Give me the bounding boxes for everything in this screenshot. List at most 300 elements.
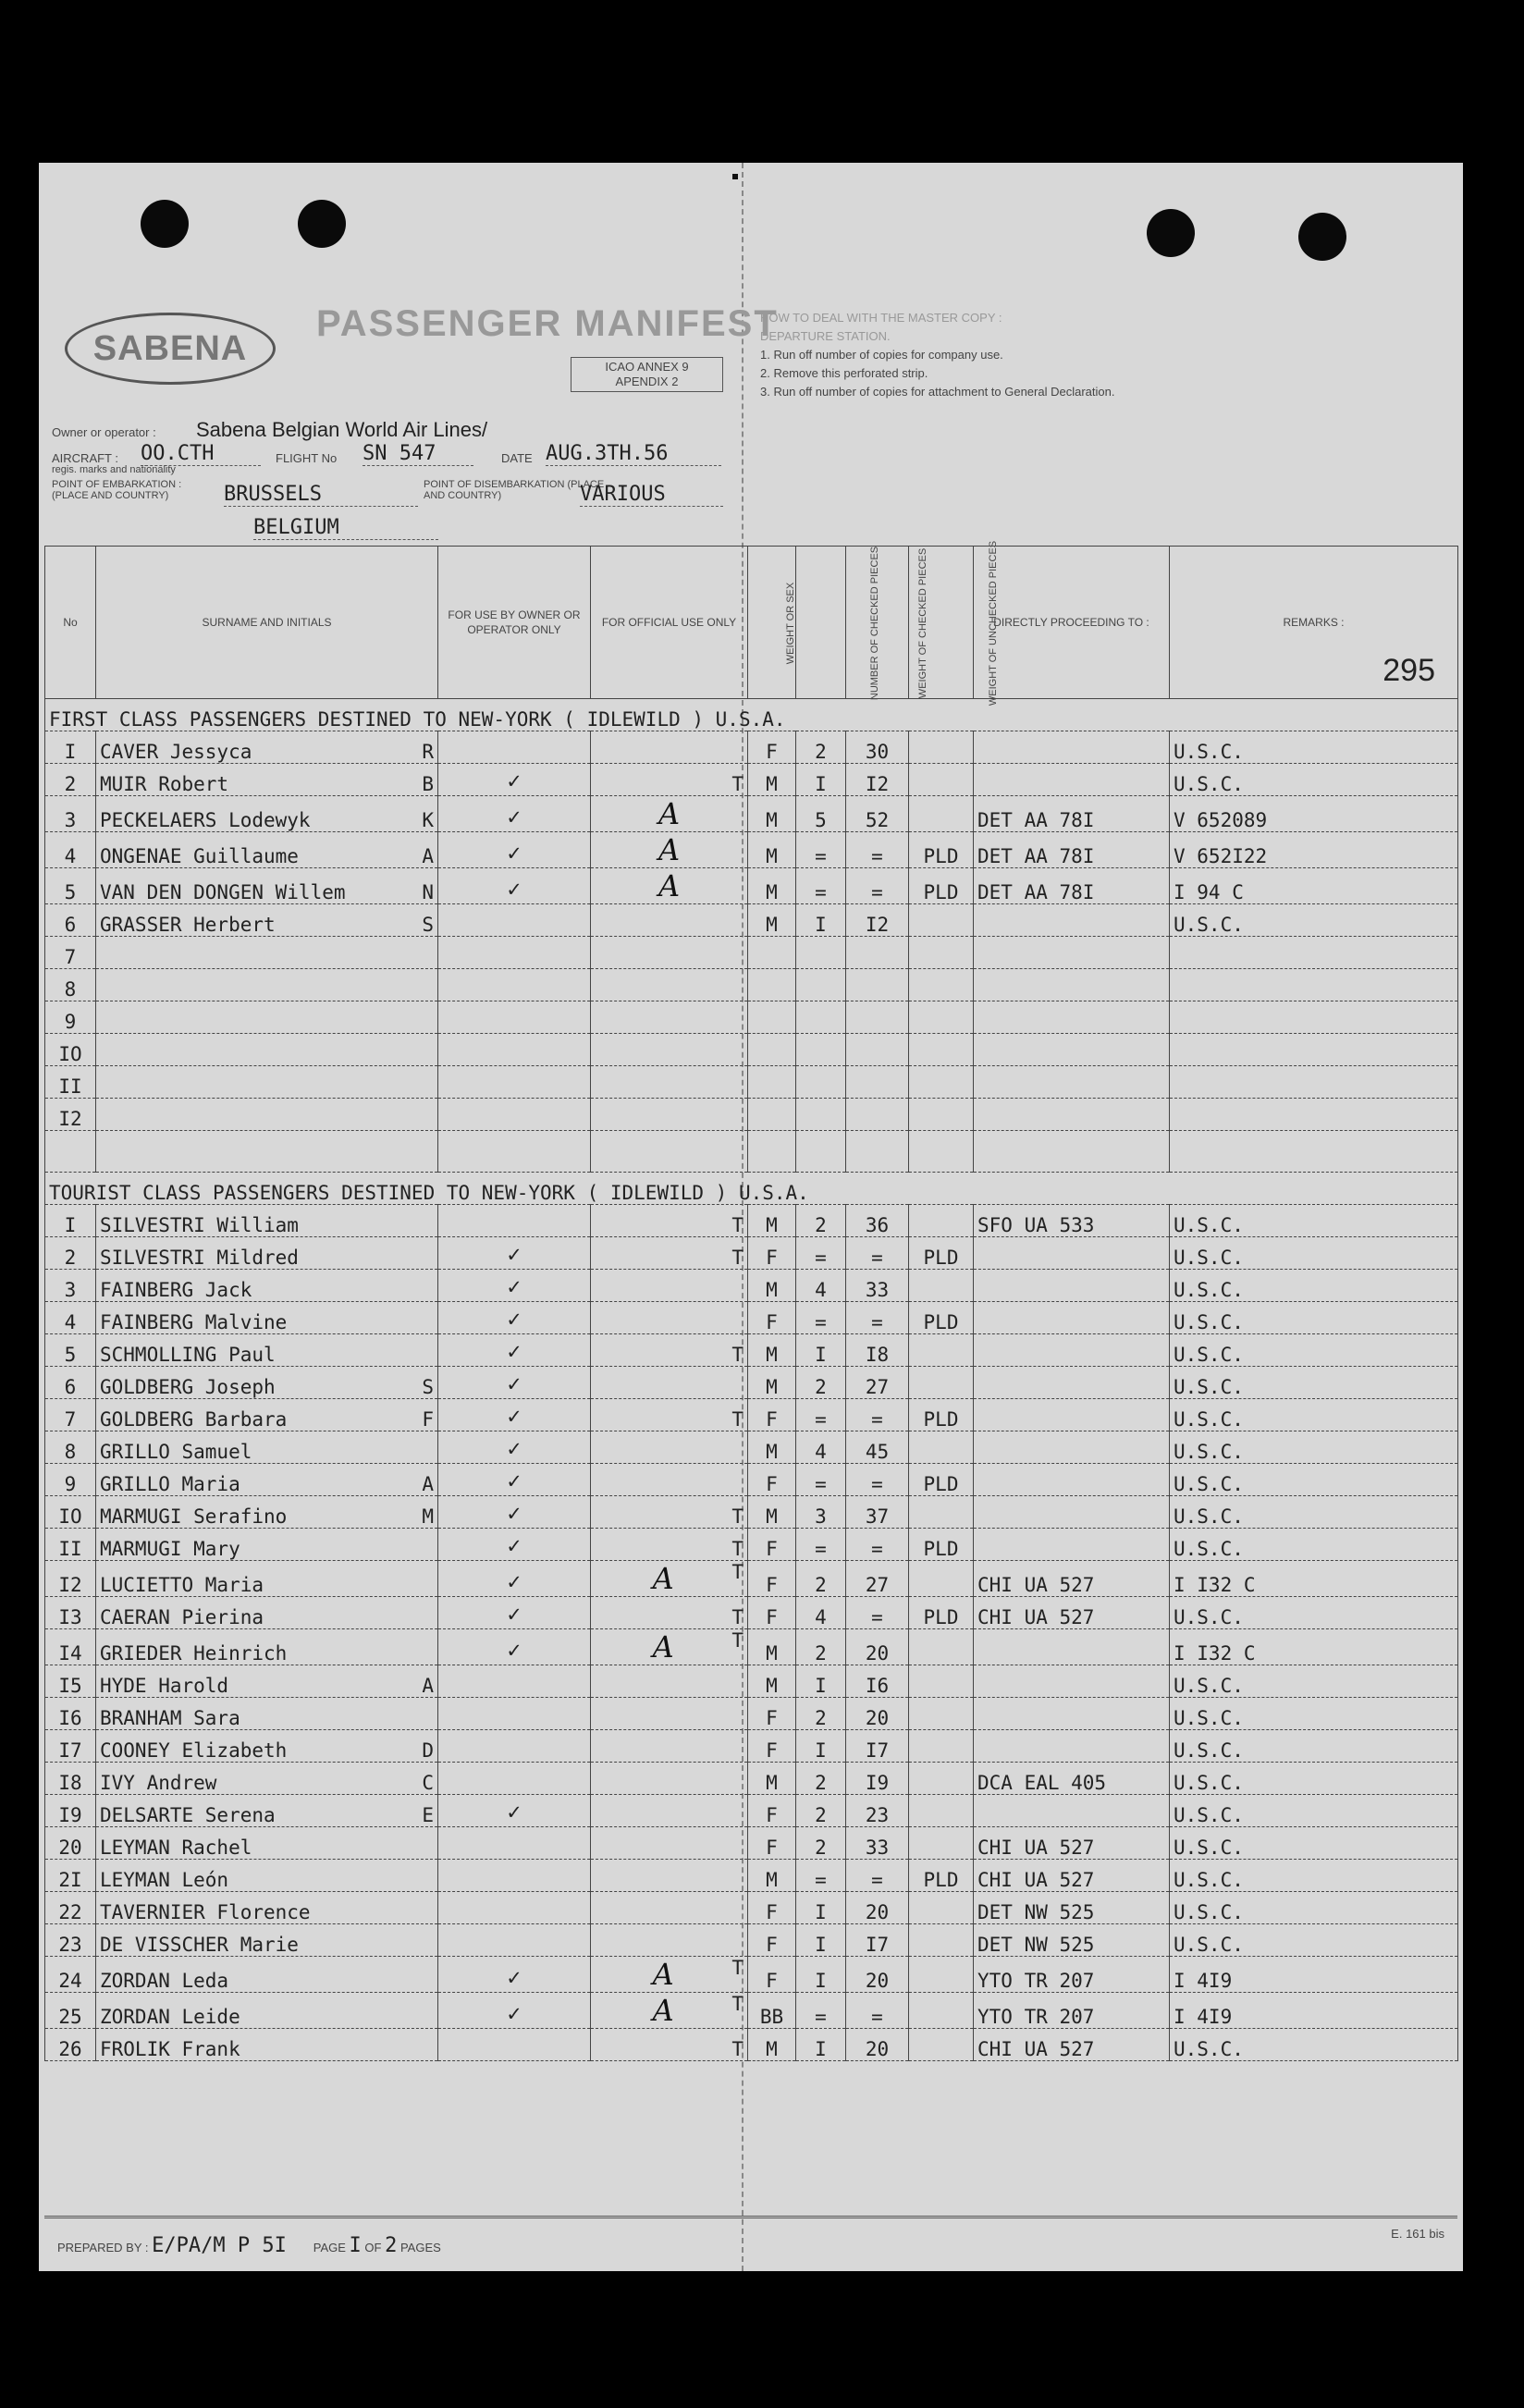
travel-mark: T [731, 1629, 744, 1652]
check-mark: ✓ [438, 832, 591, 868]
passenger-surname: GOLDBERG Barbara [100, 1408, 288, 1431]
passenger-name [96, 1730, 438, 1763]
passenger-row [45, 1529, 1458, 1561]
passenger-row [45, 1237, 1458, 1270]
unchecked-weight: PLD [909, 1860, 974, 1892]
check-mark: ✓ [438, 764, 591, 796]
unchecked-weight [909, 1367, 974, 1399]
check-mark [438, 904, 591, 937]
bag-weight: 45 [846, 1431, 909, 1464]
bag-weight: = [846, 1597, 909, 1629]
weight-sex: BB [748, 1993, 796, 2029]
passenger-name [96, 1399, 438, 1431]
weight-sex: M [748, 868, 796, 904]
passenger-name [96, 868, 438, 904]
check-mark: ✓ [438, 1399, 591, 1431]
bag-pieces: I [796, 764, 846, 796]
travel-mark: T [731, 1247, 744, 1269]
bag-weight: 37 [846, 1496, 909, 1529]
passenger-name [96, 937, 438, 969]
bag-pieces: 2 [796, 1629, 846, 1665]
check-mark: ✓ [438, 796, 591, 832]
bag-pieces: 2 [796, 1367, 846, 1399]
official-cell [591, 1993, 748, 2029]
passenger-row [45, 937, 1458, 969]
bag-weight: I2 [846, 904, 909, 937]
passenger-initial: A [422, 1473, 434, 1495]
unchecked-weight [909, 1629, 974, 1665]
remark: I I32 C [1170, 1561, 1458, 1597]
weight-sex [748, 1034, 796, 1066]
passenger-initial: D [422, 1739, 434, 1762]
connecting-flight [974, 1001, 1170, 1034]
remark: U.S.C. [1170, 2029, 1458, 2061]
passenger-initial: C [422, 1772, 434, 1794]
bag-pieces: = [796, 1993, 846, 2029]
official-cell [591, 1561, 748, 1597]
weight-sex [748, 1001, 796, 1034]
connecting-flight [974, 1698, 1170, 1730]
passenger-name [96, 1302, 438, 1334]
col-bag-number: NUMBER OF CHECKED PIECES [796, 547, 846, 699]
bag-pieces [796, 1066, 846, 1099]
weight-sex: M [748, 1496, 796, 1529]
row-number: 9 [45, 1464, 96, 1496]
remark: I 4I9 [1170, 1993, 1458, 2029]
remark: V 652I22 [1170, 832, 1458, 868]
unchecked-weight [909, 1034, 974, 1066]
passenger-name [96, 1034, 438, 1066]
perforation-mark [732, 174, 738, 179]
instruction-item: 2. Remove this perforated strip. [760, 366, 928, 380]
official-cell [591, 1730, 748, 1763]
passenger-row [45, 969, 1458, 1001]
passenger-name [96, 764, 438, 796]
bag-weight: I7 [846, 1924, 909, 1957]
row-number: I2 [45, 1561, 96, 1597]
check-mark [438, 2029, 591, 2061]
weight-sex: F [748, 1597, 796, 1629]
remark [1170, 1066, 1458, 1099]
bag-pieces: 4 [796, 1270, 846, 1302]
unchecked-weight: PLD [909, 1464, 974, 1496]
connecting-flight [974, 1066, 1170, 1099]
passenger-name [96, 1993, 438, 2029]
row-number: 23 [45, 1924, 96, 1957]
connecting-flight [974, 1034, 1170, 1066]
bag-pieces: = [796, 1860, 846, 1892]
bag-pieces: = [796, 1302, 846, 1334]
check-mark [438, 1924, 591, 1957]
bag-weight: 30 [846, 731, 909, 764]
unchecked-weight [909, 904, 974, 937]
row-number: 2I [45, 1860, 96, 1892]
check-mark: ✓ [438, 1270, 591, 1302]
passenger-surname: GRASSER Herbert [100, 914, 276, 936]
weight-sex: M [748, 1334, 796, 1367]
row-number: 26 [45, 2029, 96, 2061]
section-heading: TOURIST CLASS PASSENGERS DESTINED TO NEW-YORK ( IDLEWILD ) U.S.A. [45, 1173, 1458, 1205]
weight-sex: F [748, 1529, 796, 1561]
weight-sex: M [748, 796, 796, 832]
check-mark [438, 1698, 591, 1730]
row-number: I3 [45, 1597, 96, 1629]
travel-mark: T [731, 773, 744, 795]
embarkation-label: POINT OF EMBARKATION : (PLACE AND COUNTRY) [52, 479, 182, 501]
bag-pieces: I [796, 1665, 846, 1698]
passenger-row [45, 1763, 1458, 1795]
passenger-surname: TAVERNIER Florence [100, 1901, 311, 1923]
unchecked-weight: PLD [909, 1399, 974, 1431]
row-number: 24 [45, 1957, 96, 1993]
connecting-flight: DET NW 525 [974, 1892, 1170, 1924]
passenger-row [45, 1730, 1458, 1763]
official-cell [591, 1237, 748, 1270]
passenger-initial: R [422, 741, 434, 763]
row-number: 9 [45, 1001, 96, 1034]
bag-pieces: I [796, 1924, 846, 1957]
instructions-subtitle: DEPARTURE STATION. [760, 329, 891, 343]
date-label: DATE [501, 451, 533, 465]
official-cell [591, 1334, 748, 1367]
passenger-surname: ZORDAN Leda [100, 1970, 229, 1992]
passenger-surname: LEYMAN León [100, 1869, 229, 1891]
official-cell [591, 1957, 748, 1993]
passenger-name [96, 1001, 438, 1034]
official-cell [591, 1464, 748, 1496]
official-cell [591, 1099, 748, 1131]
connecting-flight: CHI UA 527 [974, 2029, 1170, 2061]
passenger-name [96, 1924, 438, 1957]
remark [1170, 969, 1458, 1001]
row-number: II [45, 1066, 96, 1099]
passenger-initial: M [422, 1505, 434, 1528]
annex-line: APENDIX 2 [615, 375, 679, 388]
passenger-row [45, 1302, 1458, 1334]
remark: U.S.C. [1170, 1763, 1458, 1795]
weight-sex: M [748, 1431, 796, 1464]
remark: U.S.C. [1170, 731, 1458, 764]
official-mark: A [652, 1957, 674, 1992]
official-cell [591, 731, 748, 764]
remark: U.S.C. [1170, 1529, 1458, 1561]
passenger-name [96, 1099, 438, 1131]
instructions [760, 309, 1444, 401]
prepared-label: PREPARED BY : [57, 2241, 149, 2254]
bag-pieces [796, 937, 846, 969]
passenger-surname: GRILLO Maria [100, 1473, 240, 1495]
row-number: 2 [45, 1237, 96, 1270]
passenger-name [96, 1464, 438, 1496]
bag-pieces: I [796, 904, 846, 937]
weight-sex: F [748, 731, 796, 764]
passenger-name [96, 1665, 438, 1698]
remark: V 652089 [1170, 796, 1458, 832]
passenger-initial: S [422, 1376, 434, 1398]
bag-pieces [796, 1099, 846, 1131]
passenger-surname: GRILLO Samuel [100, 1441, 252, 1463]
row-number: 4 [45, 1302, 96, 1334]
aircraft-label: AIRCRAFT : [52, 451, 118, 465]
check-mark [438, 1066, 591, 1099]
weight-sex: F [748, 1892, 796, 1924]
spacer-cell [45, 1131, 96, 1173]
check-mark [438, 937, 591, 969]
col-bag-unchecked: WEIGHT OF UNCHECKED PIECES [909, 547, 974, 699]
passenger-name [96, 1529, 438, 1561]
connecting-flight: DET NW 525 [974, 1924, 1170, 1957]
bag-weight: 20 [846, 1629, 909, 1665]
bag-pieces: I [796, 1730, 846, 1763]
passenger-row [45, 832, 1458, 868]
passenger-surname: VAN DEN DONGEN Willem [100, 881, 346, 903]
official-cell [591, 1827, 748, 1860]
weight-sex: F [748, 1464, 796, 1496]
bag-weight [846, 937, 909, 969]
passenger-row [45, 1698, 1458, 1730]
weight-sex: M [748, 1763, 796, 1795]
bag-pieces: = [796, 1399, 846, 1431]
connecting-flight: YTO TR 207 [974, 1957, 1170, 1993]
passenger-row [45, 1795, 1458, 1827]
remark: U.S.C. [1170, 1237, 1458, 1270]
passenger-name [96, 969, 438, 1001]
connecting-flight [974, 1795, 1170, 1827]
check-mark: ✓ [438, 1367, 591, 1399]
row-number: 7 [45, 937, 96, 969]
official-cell [591, 796, 748, 832]
passenger-row [45, 731, 1458, 764]
bag-pieces: 2 [796, 1763, 846, 1795]
remark: U.S.C. [1170, 1827, 1458, 1860]
check-mark: ✓ [438, 1496, 591, 1529]
passenger-name [96, 1367, 438, 1399]
passenger-row [45, 1066, 1458, 1099]
col-owner: FOR USE BY OWNER OR OPERATOR ONLY [438, 547, 591, 699]
passenger-table [44, 540, 1458, 2061]
bag-weight: I8 [846, 1334, 909, 1367]
check-mark: ✓ [438, 868, 591, 904]
connecting-flight [974, 904, 1170, 937]
bag-weight: I7 [846, 1730, 909, 1763]
bag-pieces: 2 [796, 1827, 846, 1860]
passenger-row [45, 1431, 1458, 1464]
passenger-row [45, 2029, 1458, 2061]
bag-pieces: 2 [796, 1561, 846, 1597]
footer [57, 2234, 441, 2257]
official-cell [591, 1529, 748, 1561]
passenger-name [96, 1431, 438, 1464]
official-cell [591, 764, 748, 796]
bag-weight: = [846, 1529, 909, 1561]
weight-sex [748, 937, 796, 969]
spacer-cell [974, 1131, 1170, 1173]
unchecked-weight [909, 1561, 974, 1597]
unchecked-weight [909, 764, 974, 796]
bag-pieces: I [796, 1334, 846, 1367]
connecting-flight: YTO TR 207 [974, 1993, 1170, 2029]
bag-pieces: 4 [796, 1597, 846, 1629]
remark [1170, 1099, 1458, 1131]
weight-sex [748, 1066, 796, 1099]
passenger-name [96, 1237, 438, 1270]
official-cell [591, 1399, 748, 1431]
official-cell [591, 1496, 748, 1529]
col-remarks: REMARKS : [1170, 547, 1458, 699]
official-mark: A [658, 832, 681, 867]
check-mark: ✓ [438, 1431, 591, 1464]
passenger-name [96, 1561, 438, 1597]
row-number: 3 [45, 796, 96, 832]
row-number: 4 [45, 832, 96, 868]
bag-weight: I9 [846, 1763, 909, 1795]
annex-line: ICAO ANNEX 9 [605, 360, 689, 374]
connecting-flight [974, 1399, 1170, 1431]
official-cell [591, 1270, 748, 1302]
row-number: I4 [45, 1629, 96, 1665]
passenger-surname: PECKELAERS Lodewyk [100, 809, 311, 831]
unchecked-weight [909, 1763, 974, 1795]
check-mark: ✓ [438, 1561, 591, 1597]
row-number: 8 [45, 1431, 96, 1464]
passenger-row [45, 1827, 1458, 1860]
disembarkation-label: POINT OF DISEMBARKATION (PLACE AND COUNTRY) [424, 479, 605, 501]
connecting-flight [974, 731, 1170, 764]
instruction-item: 1. Run off number of copies for company use. [760, 348, 1003, 362]
travel-mark: T [731, 1214, 744, 1236]
weight-sex: F [748, 1698, 796, 1730]
passenger-initial: K [422, 809, 434, 831]
bag-weight: = [846, 1860, 909, 1892]
weight-sex [748, 969, 796, 1001]
remark: U.S.C. [1170, 1924, 1458, 1957]
col-no: No [45, 547, 96, 699]
official-cell [591, 1860, 748, 1892]
passenger-name [96, 1860, 438, 1892]
passenger-name [96, 1629, 438, 1665]
col-official: FOR OFFICIAL USE ONLY [591, 547, 748, 699]
check-mark [438, 1034, 591, 1066]
of-value: 2 [385, 2234, 398, 2257]
col-name: SURNAME AND INITIALS [96, 547, 438, 699]
spacer-cell [909, 1131, 974, 1173]
remark: U.S.C. [1170, 1302, 1458, 1334]
connecting-flight: DET AA 78I [974, 868, 1170, 904]
bag-pieces [796, 1001, 846, 1034]
bag-weight: = [846, 1302, 909, 1334]
passenger-row [45, 1561, 1458, 1597]
remark: U.S.C. [1170, 1795, 1458, 1827]
spacer-cell [438, 1131, 591, 1173]
check-mark: ✓ [438, 1957, 591, 1993]
passenger-surname: LEYMAN Rachel [100, 1837, 252, 1859]
check-mark [438, 1205, 591, 1237]
connecting-flight [974, 1496, 1170, 1529]
passenger-surname: DELSARTE Serena [100, 1804, 276, 1826]
passenger-surname: SILVESTRI Mildred [100, 1247, 299, 1269]
bag-pieces: = [796, 1529, 846, 1561]
passenger-surname: MARMUGI Mary [100, 1538, 240, 1560]
operator-value: Sabena Belgian World Air Lines/ [196, 418, 488, 441]
weight-sex: F [748, 1730, 796, 1763]
passenger-row [45, 1629, 1458, 1665]
remark: U.S.C. [1170, 1334, 1458, 1367]
check-mark [438, 1730, 591, 1763]
connecting-flight: DET AA 78I [974, 832, 1170, 868]
unchecked-weight [909, 1001, 974, 1034]
weight-sex: M [748, 1205, 796, 1237]
unchecked-weight [909, 1066, 974, 1099]
pages-label: PAGES [399, 2241, 441, 2254]
passenger-surname: HYDE Harold [100, 1675, 229, 1697]
bag-pieces [796, 969, 846, 1001]
remark: U.S.C. [1170, 1399, 1458, 1431]
passenger-row [45, 868, 1458, 904]
passenger-row [45, 1597, 1458, 1629]
weight-sex: F [748, 1399, 796, 1431]
passenger-row [45, 1924, 1458, 1957]
connecting-flight: DCA EAL 405 [974, 1763, 1170, 1795]
passenger-row [45, 1496, 1458, 1529]
official-mark: A [658, 796, 681, 831]
row-number: 6 [45, 904, 96, 937]
row-number: I2 [45, 1099, 96, 1131]
spacer-cell [846, 1131, 909, 1173]
passenger-row [45, 764, 1458, 796]
passenger-name [96, 2029, 438, 2061]
passenger-surname: ZORDAN Leide [100, 2006, 240, 2028]
row-number: 25 [45, 1993, 96, 2029]
official-cell [591, 1001, 748, 1034]
col-bag-weight: WEIGHT OF CHECKED PIECES [846, 547, 909, 699]
remark: U.S.C. [1170, 1496, 1458, 1529]
bag-weight: = [846, 1993, 909, 2029]
bag-pieces: 2 [796, 1205, 846, 1237]
bag-weight: 23 [846, 1795, 909, 1827]
official-mark: A [652, 1629, 674, 1665]
passenger-name [96, 1205, 438, 1237]
official-cell [591, 868, 748, 904]
section-heading-row [45, 699, 1458, 731]
unchecked-weight [909, 1270, 974, 1302]
passenger-surname: DE VISSCHER Marie [100, 1934, 299, 1956]
unchecked-weight [909, 1993, 974, 2029]
col-weight-sex: WEIGHT OR SEX [748, 547, 796, 699]
remark: I 94 C [1170, 868, 1458, 904]
passenger-row [45, 1464, 1458, 1496]
spacer-cell [591, 1131, 748, 1173]
connecting-flight: CHI UA 527 [974, 1597, 1170, 1629]
bag-weight: = [846, 1237, 909, 1270]
unchecked-weight: PLD [909, 868, 974, 904]
official-cell [591, 1597, 748, 1629]
passenger-name [96, 1698, 438, 1730]
row-number: 22 [45, 1892, 96, 1924]
weight-sex: M [748, 1860, 796, 1892]
travel-mark: T [731, 1606, 744, 1628]
bag-pieces: I [796, 2029, 846, 2061]
official-mark: A [652, 1561, 674, 1596]
check-mark [438, 1827, 591, 1860]
weight-sex: M [748, 1367, 796, 1399]
passenger-surname: CAERAN Pierina [100, 1606, 264, 1628]
page-number: 295 [1383, 653, 1435, 688]
travel-mark: T [731, 1408, 744, 1431]
remark: U.S.C. [1170, 1270, 1458, 1302]
passenger-row [45, 796, 1458, 832]
travel-mark: T [731, 1993, 744, 2015]
passenger-initial: B [422, 773, 434, 795]
